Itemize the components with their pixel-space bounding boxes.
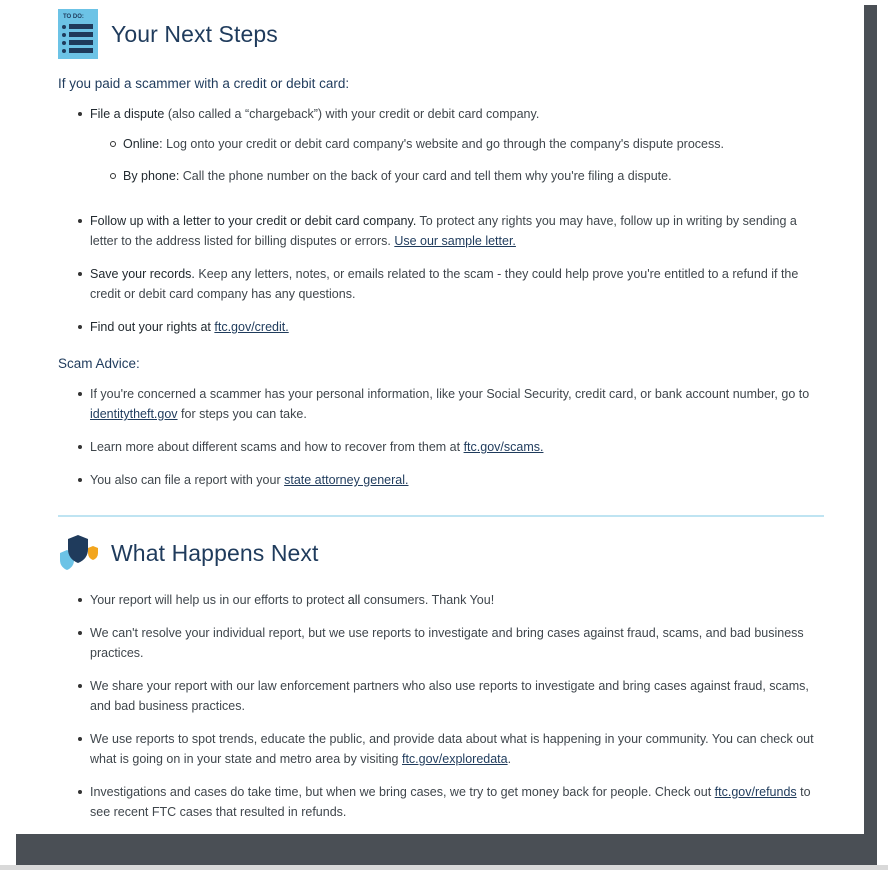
window-bottom-edge [0, 865, 888, 870]
list-item-rights [90, 317, 824, 337]
list-item-trends [90, 729, 824, 769]
shield-icon [58, 533, 100, 573]
list-item-phone [123, 166, 824, 186]
attorney-text: You also can file a report with your [90, 473, 285, 487]
refunds-text: Investigations and cases do take time, but when we bring cases, we try to get money back for people. Check out [90, 785, 715, 799]
identitytheft-link[interactable]: identitytheft.gov [90, 407, 178, 421]
thanks-post: consumers. Thank You! [360, 593, 495, 607]
thanks-bold: all [347, 593, 361, 607]
list-item-attorney [90, 470, 824, 490]
sample-letter-link[interactable]: Use our sample letter. [394, 234, 516, 248]
next-steps-header [58, 8, 824, 60]
list-item-records [90, 264, 824, 304]
what-next-title: What Happens Next [111, 539, 319, 566]
identity-after: for steps you can take. [177, 407, 307, 421]
followup-text: To protect any rights you may have, follow up in writing by sending a letter to the address listed for billing disputes or errors. [90, 214, 797, 248]
phone-bold: By phone: [123, 169, 180, 183]
dispute-bold: File a dispute [90, 107, 165, 121]
todo-icon-label: TO DO: [63, 14, 84, 20]
list-item-identity [90, 384, 824, 424]
thanks-pre: Your report will help us in our efforts to protect [90, 593, 348, 607]
rights-text: Find out your rights at [90, 320, 215, 334]
list-item-dispute [90, 104, 824, 186]
scam-advice-heading: Scam Advice: [58, 356, 140, 371]
state-attorney-link[interactable]: state attorney general. [284, 473, 409, 487]
list-item-online [123, 134, 824, 154]
what-next-header [58, 527, 824, 579]
online-bold: Online: [123, 137, 163, 151]
list-item-resolve: We can't resolve your individual report, but we use reports to investigate and bring cases against fraud, scams, and bad business practices. [90, 623, 824, 663]
ftc-refunds-link[interactable]: ftc.gov/refunds [714, 785, 797, 799]
records-text: Keep any letters, notes, or emails related to the scam - they could help prove you're entitled to a refund if the credit or debit card company has any questions. [90, 267, 799, 301]
followup-bold: Follow up with a letter to your credit or debit card company. [90, 214, 417, 228]
trends-text: We use reports to spot trends, educate the public, and provide data about what is happening in your community. You can check out what is going on in your state and metro area by visiting [90, 732, 814, 766]
identity-text: If you're concerned a scammer has your personal information, like your Social Security, credit card, or bank account number, go to [90, 387, 810, 401]
scam-advice-list [58, 384, 824, 490]
what-next-list [58, 590, 824, 822]
dispute-text: (also called a “chargeback”) with your credit or debit card company. [164, 107, 540, 121]
list-item-followup [90, 211, 824, 251]
ftc-credit-link[interactable]: ftc.gov/credit. [214, 320, 289, 334]
list-item-refunds [90, 782, 824, 822]
learn-text: Learn more about different scams and how to recover from them at [90, 440, 464, 454]
section-divider [58, 515, 824, 517]
explore-data-link[interactable]: ftc.gov/exploredata [401, 752, 508, 766]
main-content [58, 8, 824, 822]
online-text: Log onto your credit or debit card company's website and go through the company's dispute process. [162, 137, 724, 151]
dispute-methods-list [90, 134, 824, 186]
list-item-thanks [90, 590, 824, 610]
next-steps-list [58, 104, 824, 337]
todo-list-icon [58, 9, 98, 59]
list-item-share: We share your report with our law enforcement partners who also use reports to investigate and bring cases against fraud, scams, and bad business practices. [90, 676, 824, 716]
card-payment-heading: If you paid a scammer with a credit or debit card: [58, 76, 350, 91]
list-item-learn [90, 437, 824, 457]
phone-text: Call the phone number on the back of your card and tell them why you're filing a dispute. [179, 169, 672, 183]
refunds-after: to see recent FTC cases that resulted in refunds. [90, 785, 811, 819]
window-right-frame [864, 5, 877, 835]
ftc-scams-link[interactable]: ftc.gov/scams. [463, 440, 544, 454]
trends-after: . [507, 752, 512, 766]
records-bold: Save your records. [90, 267, 195, 281]
window-bottom-frame [16, 834, 877, 865]
next-steps-title: Your Next Steps [111, 20, 278, 47]
